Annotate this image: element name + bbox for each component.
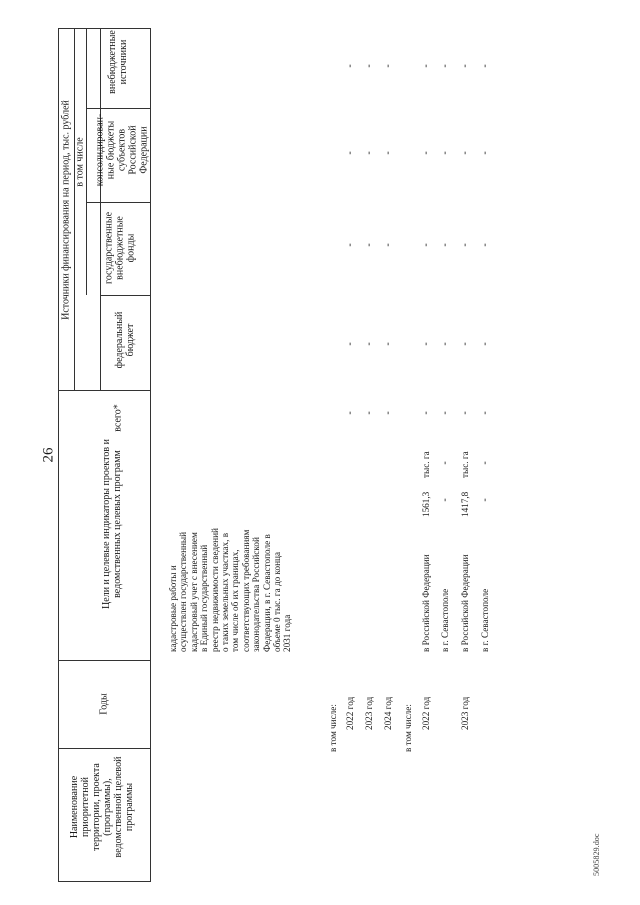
cell-total: - — [479, 411, 491, 415]
row-unit: тыс. га — [460, 451, 470, 478]
cell-regional: - — [439, 151, 451, 155]
cell-extra: - — [479, 64, 491, 68]
cell-regional: - — [344, 151, 356, 155]
row-value: - — [439, 498, 451, 502]
header-col-goals: Цели и целевые индикаторы проектов и ведомственных целевых программ — [101, 439, 123, 609]
cell-state-funds: - — [420, 243, 432, 247]
header-col-sources: Источники финансирования на период, тыс. рублей — [60, 100, 72, 320]
row-unit: - — [479, 461, 491, 465]
row-label: в том числе: — [403, 704, 413, 752]
row-unit: тыс. га — [421, 451, 431, 478]
cell-federal: - — [439, 342, 451, 346]
cell-total: - — [459, 411, 471, 415]
cell-regional: - — [479, 151, 491, 155]
header-col-total: всего* — [112, 404, 124, 432]
row-year: 2022 год — [421, 696, 431, 730]
cell-state-funds: - — [459, 243, 471, 247]
row-goal: в Российской Федерации — [460, 554, 470, 652]
document-id: 5005829.doc — [592, 833, 601, 876]
goal-description: кадастровые работы и осуществлен государственный кадастровый учет с внесением в Единый государственный реестр недвижимости сведений о таких земельных участках, в том числе об их границах, соответствующих требованиям законодательства Российской Федерации, в г. Севастополе в объеме 0 тыс. га до конца 2031 года — [168, 528, 293, 652]
row-goal: в Российской Федерации — [421, 554, 431, 652]
row-year: 2024 год — [383, 696, 393, 730]
cell-federal: - — [344, 342, 356, 346]
page-number: 26 — [40, 447, 57, 463]
cell-regional: - — [420, 151, 432, 155]
cell-state-funds: - — [363, 243, 375, 247]
cell-extra: - — [420, 64, 432, 68]
cell-total: - — [420, 411, 432, 415]
row-label: в том числе: — [328, 704, 338, 752]
cell-state-funds: - — [344, 243, 356, 247]
row-year: 2023 год — [364, 696, 374, 730]
cell-total: - — [382, 411, 394, 415]
header-col-regional: консолидирован- ные бюджеты субъектов Российской Федерации — [94, 113, 150, 187]
cell-regional: - — [382, 151, 394, 155]
cell-regional: - — [363, 151, 375, 155]
cell-total: - — [363, 411, 375, 415]
row-unit: - — [439, 461, 451, 465]
header-col-federal: федеральный бюджет — [114, 311, 136, 369]
cell-total: - — [344, 411, 356, 415]
header-col-state-funds: государственные внебюджетные фонды — [103, 211, 137, 285]
cell-federal: - — [459, 342, 471, 346]
cell-extra: - — [344, 64, 356, 68]
row-goal: в г. Севастополе — [440, 588, 450, 652]
row-value: 1417,8 — [460, 491, 470, 517]
cell-federal: - — [479, 342, 491, 346]
cell-extra: - — [459, 64, 471, 68]
row-goal: в г. Севастополе — [480, 588, 490, 652]
header-col-extra: внебюджетные источники — [107, 30, 129, 94]
row-year: 2022 год — [345, 696, 355, 730]
cell-extra: - — [439, 64, 451, 68]
header-col-years: Годы — [98, 693, 110, 715]
cell-total: - — [439, 411, 451, 415]
cell-state-funds: - — [479, 243, 491, 247]
header-col-including: в том числе — [74, 137, 86, 187]
header-col-name: Наименование приоритетной территории, проекта (программы), ведомственной целевой программы — [69, 756, 135, 858]
cell-extra: - — [382, 64, 394, 68]
cell-federal: - — [420, 342, 432, 346]
cell-federal: - — [363, 342, 375, 346]
cell-state-funds: - — [382, 243, 394, 247]
row-year: 2023 год — [460, 696, 470, 730]
row-value: - — [479, 498, 491, 502]
cell-regional: - — [459, 151, 471, 155]
cell-state-funds: - — [439, 243, 451, 247]
cell-extra: - — [363, 64, 375, 68]
row-value: 1561,3 — [421, 491, 431, 517]
cell-federal: - — [382, 342, 394, 346]
